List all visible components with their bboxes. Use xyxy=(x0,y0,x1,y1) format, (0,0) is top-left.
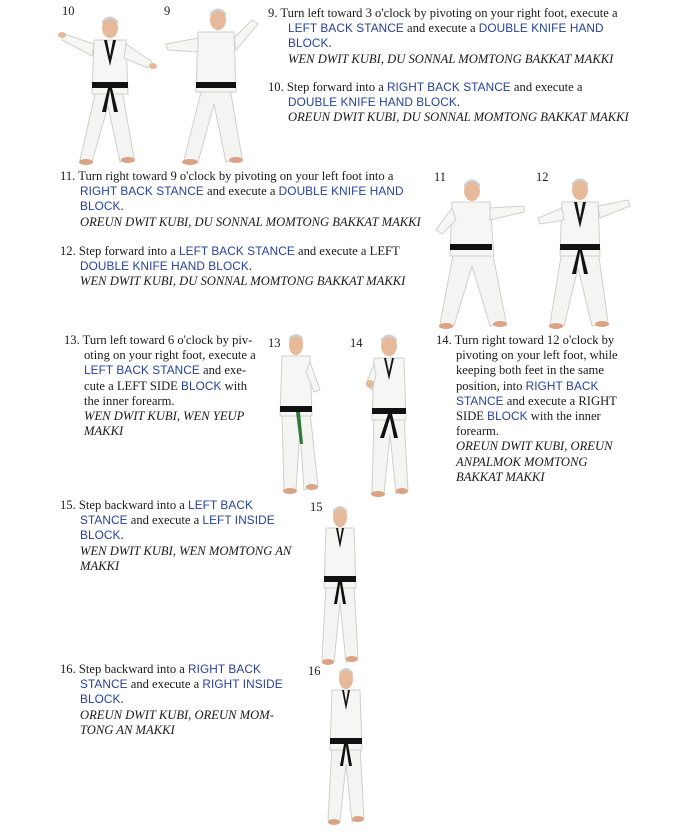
figure-9 xyxy=(162,8,262,168)
figure-number-9: 9 xyxy=(164,4,171,18)
step-16-keyword-stance: RIGHT BACK xyxy=(188,662,261,676)
step-9-keyword-stance: LEFT BACK STANCE xyxy=(288,21,404,36)
step-16-korean-2: TONG AN MAKKI xyxy=(80,722,175,737)
figure-number-15: 15 xyxy=(310,500,323,514)
step-15: 15. Step backward into a LEFT BACK STANCE and execute a LEFT INSIDE BLOCK. WEN DWIT KUBI, WEN MOMTONG AN MAKKI xyxy=(60,498,300,574)
step-10-number: 10. xyxy=(268,80,284,94)
step-12-keyword-stance: LEFT BACK STANCE xyxy=(178,244,295,258)
step-14-keyword-stance: RIGHT BACK xyxy=(525,378,599,393)
step-9-keyword-block: DOUBLE KNIFE HAND xyxy=(478,21,604,36)
step-12-korean: WEN DWIT KUBI, DU SONNAL MOMTONG BAKKAT MAKKI xyxy=(80,274,406,289)
step-14-keyword-block: BLOCK xyxy=(487,409,528,424)
figure-14 xyxy=(362,334,422,500)
step-12-number: 12. xyxy=(60,244,76,258)
step-9-number: 9. xyxy=(268,6,278,20)
step-10-korean: OREUN DWIT KUBI, DU SONNAL MOMTONG BAKKAT MAKKI xyxy=(288,110,629,125)
figure-number-16: 16 xyxy=(308,664,321,678)
step-15-keyword-block: LEFT INSIDE xyxy=(202,513,275,528)
step-10-keyword-stance: RIGHT BACK STANCE xyxy=(386,80,511,94)
step-14-korean-2: ANPALMOK MOMTONG xyxy=(456,454,588,469)
figure-number-14: 14 xyxy=(350,336,363,350)
step-14: 14. Turn right toward 12 o'clock by pivoting on your left foot, while keeping both feet in the same position, into RIGHT BACK STANCE and execute a RIGHT SIDE BLOCK with the inner forearm. OREUN DWIT KUBI, OREUN ANPALMOK MOMTONG BAKKAT MAKKI xyxy=(436,333,636,485)
step-16-number: 16. xyxy=(60,662,76,676)
figure-15 xyxy=(318,506,364,666)
step-10: 10. Step forward into a RIGHT BACK STANCE and execute a DOUBLE KNIFE HAND BLOCK. OREUN DWIT KUBI, DU SONNAL MOMTONG BAKKAT MAKKI xyxy=(268,80,688,126)
step-11: 11. Turn right toward 9 o'clock by pivoting on your left foot into a RIGHT BACK STANCE and execute a DOUBLE KNIFE HAND BLOCK. OREUN DWIT KUBI, DU SONNAL MOMTONG BAKKAT MAKKI xyxy=(60,169,432,230)
step-9-korean: WEN DWIT KUBI, DU SONNAL MOMTONG BAKKAT MAKKI xyxy=(288,51,614,66)
figure-number-13: 13 xyxy=(268,336,281,350)
step-13-korean-1: WEN DWIT KUBI, WEN YEUP xyxy=(84,409,245,424)
step-12: 12. Step forward into a LEFT BACK STANCE and execute a LEFT DOUBLE KNIFE HAND BLOCK. WEN DWIT KUBI, DU SONNAL MOMTONG BAKKAT MAKKI xyxy=(60,244,432,290)
step-11-number: 11. xyxy=(60,169,76,183)
step-15-keyword-stance: LEFT BACK xyxy=(188,498,253,512)
step-10-keyword-block: DOUBLE KNIFE HAND BLOCK xyxy=(288,95,457,110)
step-14-number: 14. xyxy=(436,333,452,347)
step-11-korean: OREUN DWIT KUBI, DU SONNAL MOMTONG BAKKAT MAKKI xyxy=(80,214,421,229)
step-13-korean-2: MAKKI xyxy=(84,424,124,439)
step-13: 13. Turn left toward 6 o'clock by piv- oting on your right foot, execute a LEFT BACK STANCE and exe- cute a LEFT SIDE BLOCK with the inner forearm. WEN DWIT KUBI, WEN YEUP MAKKI xyxy=(64,333,264,439)
step-15-korean-1: WEN DWIT KUBI, WEN MOMTONG AN xyxy=(80,543,292,558)
step-14-korean-3: BAKKAT MAKKI xyxy=(456,469,545,484)
figure-number-10: 10 xyxy=(62,4,75,18)
step-13-keyword-stance: LEFT BACK STANCE xyxy=(84,363,200,378)
step-11-keyword-stance: RIGHT BACK STANCE xyxy=(80,184,204,199)
figure-number-11: 11 xyxy=(434,170,447,184)
step-16: 16. Step backward into a RIGHT BACK STANCE and execute a RIGHT INSIDE BLOCK. OREUN DWIT KUBI, OREUN MOM- TONG AN MAKKI xyxy=(60,662,300,738)
figure-number-12: 12 xyxy=(536,170,549,184)
step-12-keyword-block: DOUBLE KNIFE HAND BLOCK xyxy=(80,259,249,274)
step-13-number: 13. xyxy=(64,333,80,347)
figure-12 xyxy=(532,178,636,332)
figure-11 xyxy=(432,180,532,332)
step-9: 9. Turn left toward 3 o'clock by pivoting on your right foot, execute a LEFT BACK STANCE and execute a DOUBLE KNIFE HAND BLOCK. WEN DWIT KUBI, DU SONNAL MOMTONG BAKKAT MAKKI xyxy=(268,6,688,67)
step-16-keyword-block: RIGHT INSIDE xyxy=(202,677,283,692)
step-14-korean-1: OREUN DWIT KUBI, OREUN xyxy=(456,439,613,454)
step-13-keyword-block: BLOCK xyxy=(181,378,222,393)
step-16-korean-1: OREUN DWIT KUBI, OREUN MOM- xyxy=(80,707,274,722)
figure-16 xyxy=(324,668,370,828)
figure-10 xyxy=(56,14,160,166)
figure-13 xyxy=(270,334,330,496)
step-15-korean-2: MAKKI xyxy=(80,558,120,573)
step-11-keyword-block: DOUBLE KNIFE HAND xyxy=(278,184,404,199)
step-15-number: 15. xyxy=(60,498,76,512)
